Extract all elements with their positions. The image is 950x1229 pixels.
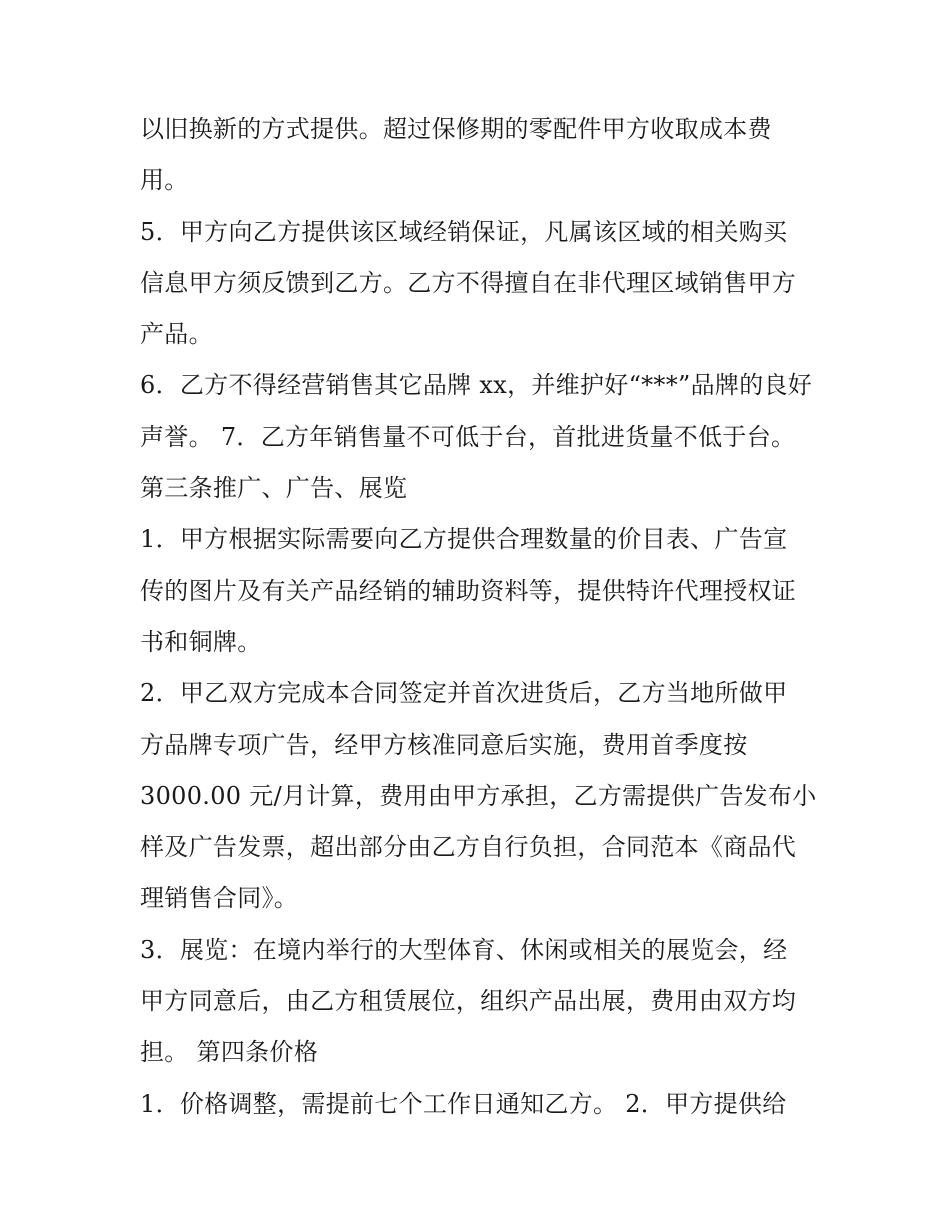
text-line: 信息甲方须反馈到乙方。乙方不得擅自在非代理区域销售甲方 (140, 268, 797, 297)
text-line: 声誉。 7．乙方年销售量不可低于台，首批进货量不低于台。 (140, 422, 796, 451)
clause-2-line: 2．甲乙双方完成本合同签定并首次进货后，乙方当地所做甲 (140, 679, 788, 708)
text-line: 理销售合同》。 (140, 884, 299, 913)
clause-5-line: 5．甲方向乙方提供该区域经销保证，凡属该区域的相关购买 (140, 217, 788, 246)
text-line: 传的图片及有关产品经销的辅助资料等，提供特许代理授权证 (140, 576, 797, 605)
text-line: 以旧换新的方式提供。超过保修期的零配件甲方收取成本费 (140, 115, 772, 143)
text-line: 担。 第四条价格 (140, 1038, 319, 1067)
clause-1-line: 1．甲方根据实际需要向乙方提供合理数量的价目表、广告宣 (140, 525, 788, 554)
text-line: 方品牌专项广告，经甲方核准同意后实施，费用首季度按 (140, 730, 748, 759)
clause-3-line: 3．展览：在境内举行的大型体育、休闲或相关的展览会，经 (140, 935, 788, 964)
clause-6-line: 6．乙方不得经营销售其它品牌 xx，并维护好“***”品牌的良好 (140, 371, 813, 400)
contract-text-body (140, 104, 820, 1130)
text-line: 产品。 (140, 320, 213, 349)
text-line: 样及广告发票，超出部分由乙方自行负担，合同范本《商品代 (140, 833, 797, 862)
text-line: 书和铜牌。 (140, 627, 262, 656)
text-line: 用。 (140, 166, 189, 195)
text-line: 3000.00 元/月计算，费用由甲方承担，乙方需提供广告发布小 (140, 781, 817, 810)
text-line: 甲方同意后，由乙方租赁展位，组织产品出展，费用由双方均 (140, 987, 797, 1016)
section-heading-article-3: 第三条推广、广告、展览 (140, 474, 408, 503)
clause-1-price-line: 1．价格调整，需提前七个工作日通知乙方。 2．甲方提供给 (140, 1089, 787, 1118)
